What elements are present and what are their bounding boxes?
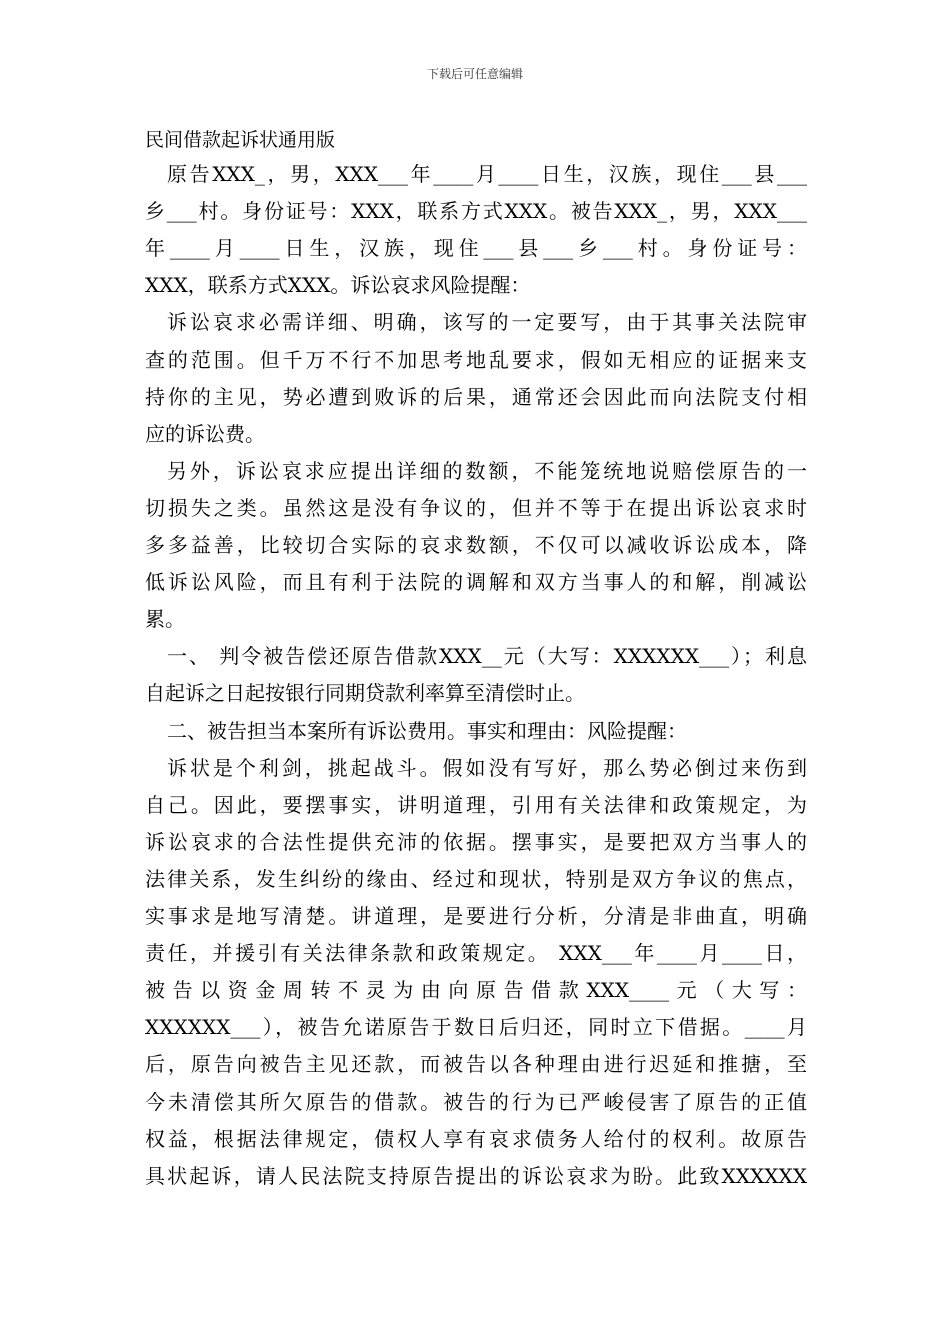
body-line: 低诉讼风险，而且有利于法院的调解和双方当事人的和解，削减讼 — [145, 570, 807, 594]
body-line: XXXXXX___），被告允诺原告于数日后归还，同时立下借据。____月 — [145, 1015, 807, 1039]
body-line: 自己。因此，要摆事实，讲明道理，引用有关法律和政策规定，为 — [145, 793, 807, 817]
body-line: 今未清偿其所欠原告的借款。被告的行为已严峻侵害了原告的正值 — [145, 1090, 807, 1114]
body-line: 多多益善，比较切合实际的哀求数额，不仅可以减收诉讼成本，降 — [145, 533, 807, 557]
body-line: 诉状是个利剑，挑起战斗。假如没有写好，那么势必倒过来伤到 — [167, 756, 807, 780]
body-line: 权益，根据法律规定，债权人享有哀求债务人给付的权利。故原告 — [145, 1127, 807, 1151]
body-line: 年____月____日生，汉族，现住___县___乡___村。身份证号： — [145, 236, 807, 260]
body-line: 诉讼哀求的合法性提供充沛的依据。摆事实，是要把双方当事人的 — [145, 830, 807, 854]
body-line: 切损失之类。虽然这是没有争议的，但并不等于在提出诉讼哀求时 — [145, 496, 807, 520]
body-line: 自起诉之日起按银行同期贷款利率算至清偿时止。 — [145, 681, 585, 705]
document-title: 民间借款起诉状通用版 — [145, 129, 336, 151]
body-line: 实事求是地写清楚。讲道理，是要进行分析，分清是非曲直，明确 — [145, 904, 807, 928]
body-line: 后，原告向被告主见还款，而被告以各种理由进行迟延和推搪，至 — [145, 1052, 807, 1076]
body-line: 原告XXX_，男，XXX___年____月____日生，汉族，现住___县___ — [167, 162, 807, 186]
body-line: 另外，诉讼哀求应提出详细的数额，不能笼统地说赔偿原告的一 — [167, 459, 807, 483]
body-line: 应的诉讼费。 — [145, 422, 265, 446]
body-line: 累。 — [145, 607, 185, 631]
body-line: 诉讼哀求必需详细、明确，该写的一定要写，由于其事关法院审 — [167, 310, 807, 334]
body-line: 查的范围。但千万不行不加思考地乱要求，假如无相应的证据来支 — [145, 348, 807, 372]
body-line: 乡___村。身份证号：XXX，联系方式XXX。被告XXX_，男，XXX___ — [145, 199, 807, 223]
header-note: 下载后可任意编辑 — [426, 67, 523, 81]
body-line: 具状起诉，请人民法院支持原告提出的诉讼哀求为盼。此致XXXXXX — [145, 1164, 807, 1188]
body-line: 被告以资金周转不灵为由向原告借款XXX____元（大写： — [145, 978, 807, 1002]
body-line: 法律关系，发生纠纷的缘由、经过和现状，特别是双方争议的焦点， — [145, 867, 807, 891]
body-line: 责任，并援引有关法律条款和政策规定。 XXX___年____月____日， — [145, 941, 807, 965]
body-line: 一、 判令被告偿还原告借款XXX__元（大写：XXXXXX___）；利息 — [167, 644, 807, 668]
body-line: XXX，联系方式XXX。诉讼哀求风险提醒： — [145, 273, 531, 297]
body-line: 二、被告担当本案所有诉讼费用。事实和理由：风险提醒： — [167, 719, 687, 743]
body-line: 持你的主见，势必遭到败诉的后果，通常还会因此而向法院支付相 — [145, 385, 807, 409]
